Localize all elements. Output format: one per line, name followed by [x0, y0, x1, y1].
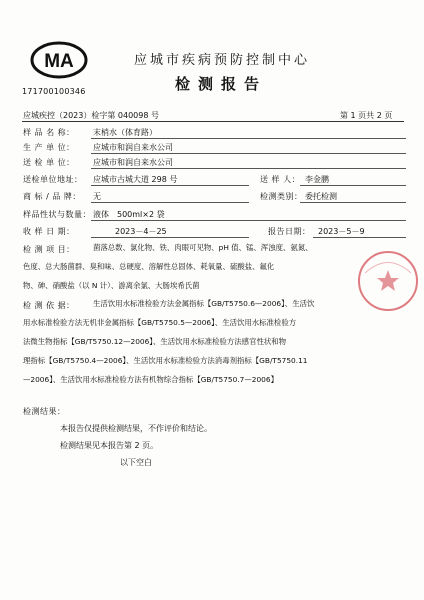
results-line-1: 本报告仅提供检测结果，不作评价和结论。 [60, 424, 212, 433]
underline [91, 138, 406, 139]
receive-date-label: 收 样 日 期： [23, 227, 75, 236]
test-basis-line-3: 法微生物指标【GB/T5750.12—2006】、生活饮用水标准检验方法感官性状和物 [23, 337, 287, 346]
document-number: 应城疾控（2023）检字第 040098 号 [23, 111, 159, 120]
underline [91, 202, 249, 203]
test-items-line-2: 色度、总大肠菌群、臭和味、总硬度、溶解性总固体、耗氧量、硫酸盐、氟化 [23, 262, 275, 271]
brand-label: 商 标 / 品 牌： [23, 192, 81, 201]
underline [300, 185, 406, 186]
brand-value: 无 [93, 192, 101, 201]
test-basis-label: 检 测 依 据： [23, 301, 75, 310]
page-indicator: 第 1 页共 2 页 [340, 111, 393, 120]
sample-name-label: 样 品 名 称： [23, 128, 75, 137]
test-type-label: 检测类别： [260, 192, 303, 201]
sender-value: 李金鹏 [305, 175, 329, 184]
official-seal-stamp [355, 248, 421, 314]
test-basis-line-2: 用水标准检验方法无机非金属指标【GB/T5750.5—2006】、生活饮用水标准检验方 [23, 318, 297, 327]
test-basis-line-4: 理指标【GB/T5750.4—2006】、生活饮用水标准检验方法消毒剂指标【GB/T5750.11 [23, 356, 308, 365]
report-title: 检测报告 [174, 75, 267, 93]
sample-state-label: 样品性状与数量： [23, 210, 91, 219]
inspected-unit-label: 送 检 单 位： [23, 158, 75, 167]
results-line-3: 以下空白 [120, 458, 152, 467]
underline [91, 168, 406, 169]
header-rule [22, 121, 404, 122]
receive-date-value: 2023－4－25 [115, 227, 167, 236]
results-line-2: 检测结果见本报告第 2 页。 [60, 441, 159, 450]
test-items-label: 检 测 项 目： [23, 245, 75, 254]
test-basis-line-5: —2006】、生活饮用水标准检验方法有机物综合指标【GB/T5750.7—2006】 [23, 375, 278, 384]
sample-name-value: 末梢水（体育路） [93, 128, 157, 137]
report-date-label: 报告日期： [268, 227, 311, 236]
sender-label: 送 样 人： [260, 175, 301, 184]
sample-state-value: 液体 500ml×2 袋 [93, 210, 165, 219]
address-label: 送检单位地址： [23, 175, 83, 184]
report-date-value: 2023－5－9 [318, 227, 365, 236]
inspected-unit-value: 应城市和润自来水公司 [93, 158, 173, 167]
address-value: 应城市古城大道 298 号 [93, 175, 178, 184]
test-basis-line-1: 生活饮用水标准检验方法金属指标【GB/T5750.6—2006】、生活饮 [93, 299, 315, 308]
organization-name: 应城市疾病预防控制中心 [133, 53, 310, 68]
test-items-line-3: 物、砷、硝酸盐（以 N 计）、游离余氯、大肠埃希氏菌 [23, 281, 200, 290]
underline [91, 185, 249, 186]
underline [300, 202, 406, 203]
underline [91, 220, 406, 221]
test-type-value: 委托检测 [305, 192, 337, 201]
producer-value: 应城市和润自来水公司 [93, 143, 173, 152]
cma-logo-text: MA [44, 51, 74, 72]
underline [91, 153, 406, 154]
producer-label: 生 产 单 位： [23, 143, 75, 152]
cert-number: 171700100346 [22, 87, 86, 96]
test-items-line-1: 菌落总数、氯化物、铁、肉眼可见物、pH 值、锰、浑浊度、氨氮、 [93, 243, 313, 252]
results-label: 检测结果： [23, 407, 66, 416]
